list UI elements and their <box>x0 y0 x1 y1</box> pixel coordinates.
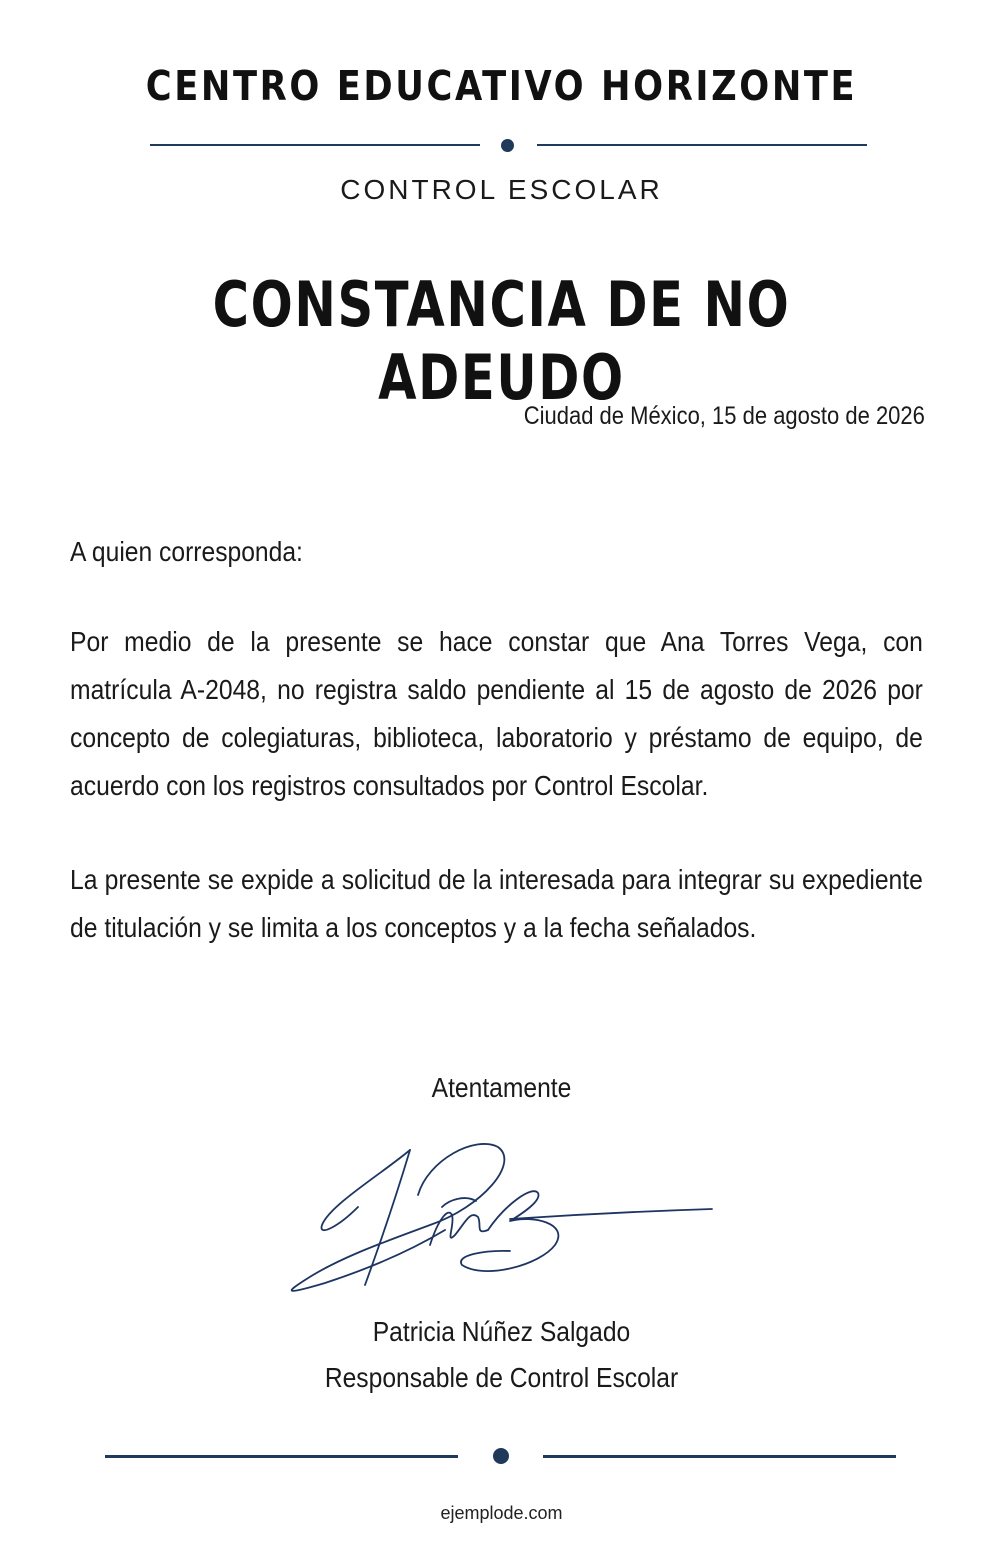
signer-role: Responsable de Control Escolar <box>324 1362 679 1393</box>
header-divider-dot <box>501 139 514 152</box>
department-name: CONTROL ESCOLAR <box>340 174 663 205</box>
footer-divider-right <box>543 1455 896 1458</box>
header-divider-left <box>150 144 480 146</box>
signer-name: Patricia Núñez Salgado <box>372 1316 631 1347</box>
footer-divider-left <box>105 1455 458 1458</box>
footer-website: ejemplode.com <box>440 1503 563 1523</box>
closing-text: Atentamente <box>431 1072 572 1103</box>
handwritten-signature <box>270 1135 730 1305</box>
place-and-date: Ciudad de México, 15 de agosto de 2026 <box>523 402 925 430</box>
document-title: CONSTANCIA DE NO ADEUDO <box>212 268 791 414</box>
salutation: A quien corresponda: <box>70 536 303 567</box>
body-paragraph: Por medio de la presente se hace constar que Ana Torres Vega, con matrícula A-2048, no registra saldo pendiente al 15 de agosto de 2026 por concepto de colegiaturas, biblioteca, laboratorio y préstamo de equipo, de acuerdo con los registros consultados por Control Escolar. <box>70 626 923 801</box>
institution-name: CENTRO EDUCATIVO HORIZONTE <box>145 62 858 110</box>
body-paragraph: La presente se expide a solicitud de la interesada para integrar su expediente de titulación y se limita a los conceptos y a la fecha señalados. <box>70 864 923 943</box>
header-divider-right <box>537 144 867 146</box>
footer-divider-dot <box>493 1448 509 1464</box>
